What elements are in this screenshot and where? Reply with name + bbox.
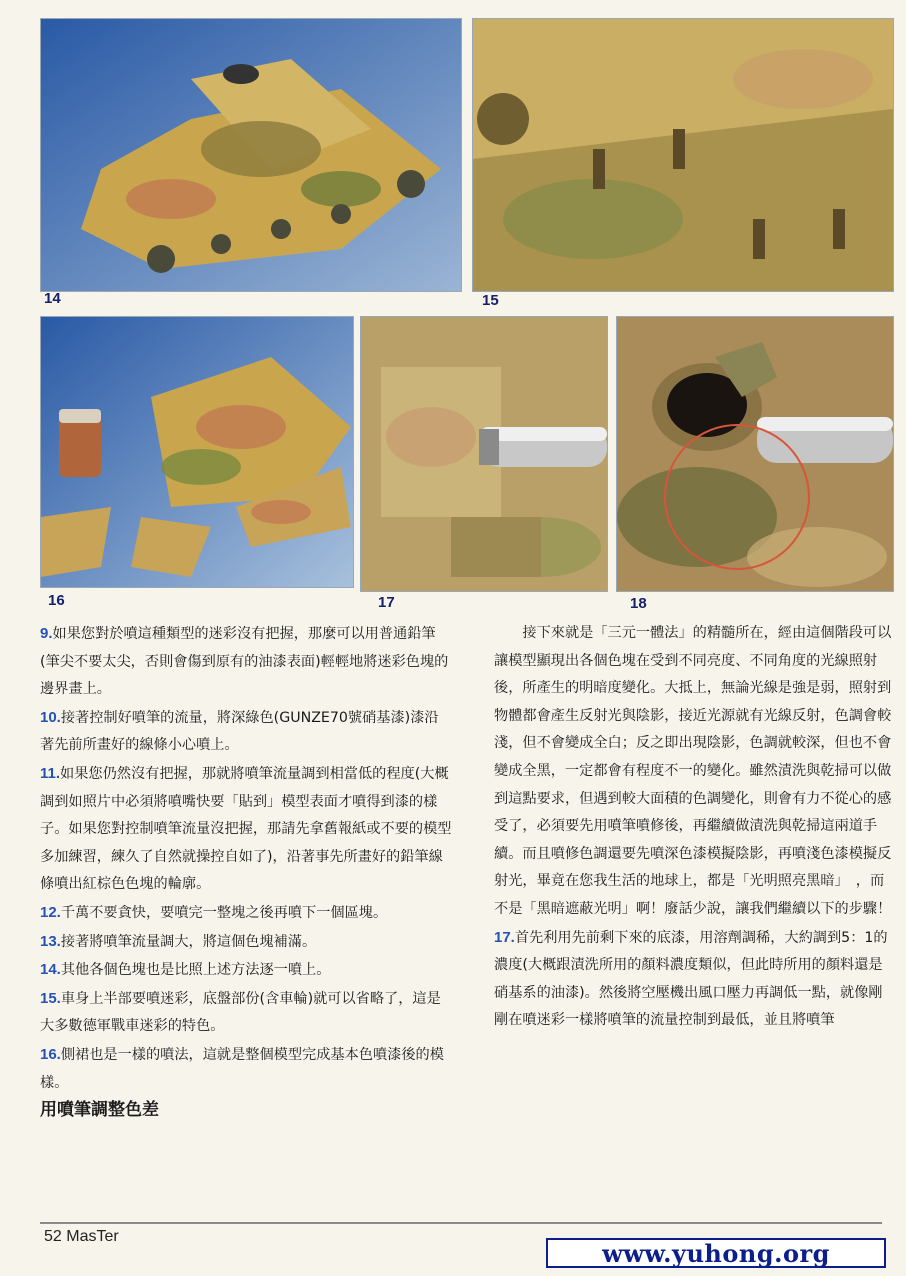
- step-number: 16.: [40, 1045, 61, 1063]
- step-15: [40, 985, 452, 1041]
- photo-17: [360, 316, 608, 592]
- photo-15: [472, 18, 894, 292]
- step-number: 17.: [494, 928, 515, 946]
- step-9: [40, 620, 452, 704]
- photo-caption: 16: [48, 592, 65, 609]
- photo-caption: 15: [482, 292, 499, 309]
- intro-paragraph: 接下來就是「三元一體法」的精髓所在，經由這個階段可以讓模型顯現出各個色塊在受到不同亮度、不同角度的光線照射後，所產生的明暗度變化。大抵上，無論光線是強是弱，照射到物體都會產生反射光與陰影，接近光源就有光線反射，色調會較淺，但不會變成全白；反之即出現陰影，色調就較深，但也不會變成全黑，一定都會有程度不一的變化。雖然漬洗與乾掃可以做到這點要求，但遇到較大面積的色調變化，則會有力不從心的感受了，必須要先用噴筆噴修後，再繼續做漬洗與乾掃這兩道手續。而且噴修色調還要先噴深色漆模擬陰影，再噴淺色漆模擬反射光，畢竟在您我生活的地球上，都是「光明照亮黑暗」 ，而不是「黑暗遮蔽光明」啊！廢話少說，讓我們繼續以下的步驟！: [494, 625, 892, 917]
- photo-caption: 17: [378, 594, 395, 611]
- step-14: [40, 956, 452, 985]
- step-text: 其他各個色塊也是比照上述方法逐一噴上。: [60, 962, 331, 979]
- step-number: 12.: [40, 903, 61, 921]
- step-number: 13.: [40, 932, 61, 950]
- step-number: 11.: [40, 764, 61, 782]
- tank-and-side-skirts-photo: [41, 317, 353, 587]
- step-text: 接著將噴筆流量調大，將這個色塊補滿。: [60, 933, 317, 950]
- footer-divider: [40, 1222, 882, 1224]
- photo-caption: 18: [630, 595, 647, 612]
- step-text: 如果您仍然沒有把握，那就將噴筆流量調到相當低的程度(大概調到如照片中必須將噴嘴快要「貼到」模型表面才噴得到漆的樣子。如果您對控制噴筆流量沒把握，那請先拿舊報紙或不要的模型多加練習，練久了自然就操控自如了)，沿著事先所畫好的鉛筆線條噴出紅棕色色塊的輪廓。: [40, 765, 452, 893]
- step-text: 首先利用先前剩下來的底漆，用溶劑調稀，大約調到5：1的濃度(大概跟漬洗所用的顏料濃度類似，但此時所用的顏料還是硝基系的油漆)。然後將空壓機出風口壓力再調低一點，就像剛剛在噴迷彩一樣將噴筆的流量控制到最低，並且將噴筆: [494, 929, 888, 1029]
- step-12: [40, 899, 452, 928]
- step-10: [40, 704, 452, 760]
- page-number: 52 MasTer: [44, 1228, 119, 1245]
- step-13: [40, 928, 452, 957]
- photo-caption: 14: [44, 290, 61, 307]
- step-number: 9.: [40, 625, 53, 642]
- step-number: 15.: [40, 989, 61, 1007]
- step-17: [494, 924, 892, 1035]
- website-watermark: www.yuhong.org: [546, 1238, 886, 1268]
- left-text-column: [40, 620, 452, 1125]
- step-text: 車身上半部要噴迷彩，底盤部份(含車輪)就可以省略了，這是大多數德軍戰車迷彩的特色。: [40, 990, 441, 1035]
- step-number: 14.: [40, 961, 61, 979]
- right-text-column: [494, 620, 892, 1035]
- step-text: 接著控制好噴筆的流量，將深綠色(GUNZE70號硝基漆)漆沿著先前所畫好的線條小心噴上。: [40, 709, 439, 754]
- tank-detail-photo: [473, 19, 893, 291]
- photo-16: [40, 316, 354, 588]
- photo-14: [40, 18, 462, 292]
- step-text: 千萬不要貪快，要噴完一整塊之後再噴下一個區塊。: [60, 904, 388, 921]
- hatch-closeup-photo: [617, 317, 893, 591]
- step-text: 側裙也是一樣的噴法，這就是整個模型完成基本色噴漆後的模樣。: [40, 1046, 444, 1091]
- step-number: 10.: [40, 708, 61, 726]
- tank-model-photo: [41, 19, 461, 291]
- step-text: 如果您對於噴這種類型的迷彩沒有把握，那麼可以用普通鉛筆(筆尖不要太尖，否則會傷到原有的油漆表面)輕輕地將迷彩色塊的邊界畫上。: [40, 626, 449, 698]
- step-16: [40, 1041, 452, 1097]
- section-heading: 用噴筆調整色差: [40, 1100, 159, 1121]
- photo-18: [616, 316, 894, 592]
- step-11: [40, 760, 452, 899]
- airbrush-spraying-photo: [361, 317, 607, 591]
